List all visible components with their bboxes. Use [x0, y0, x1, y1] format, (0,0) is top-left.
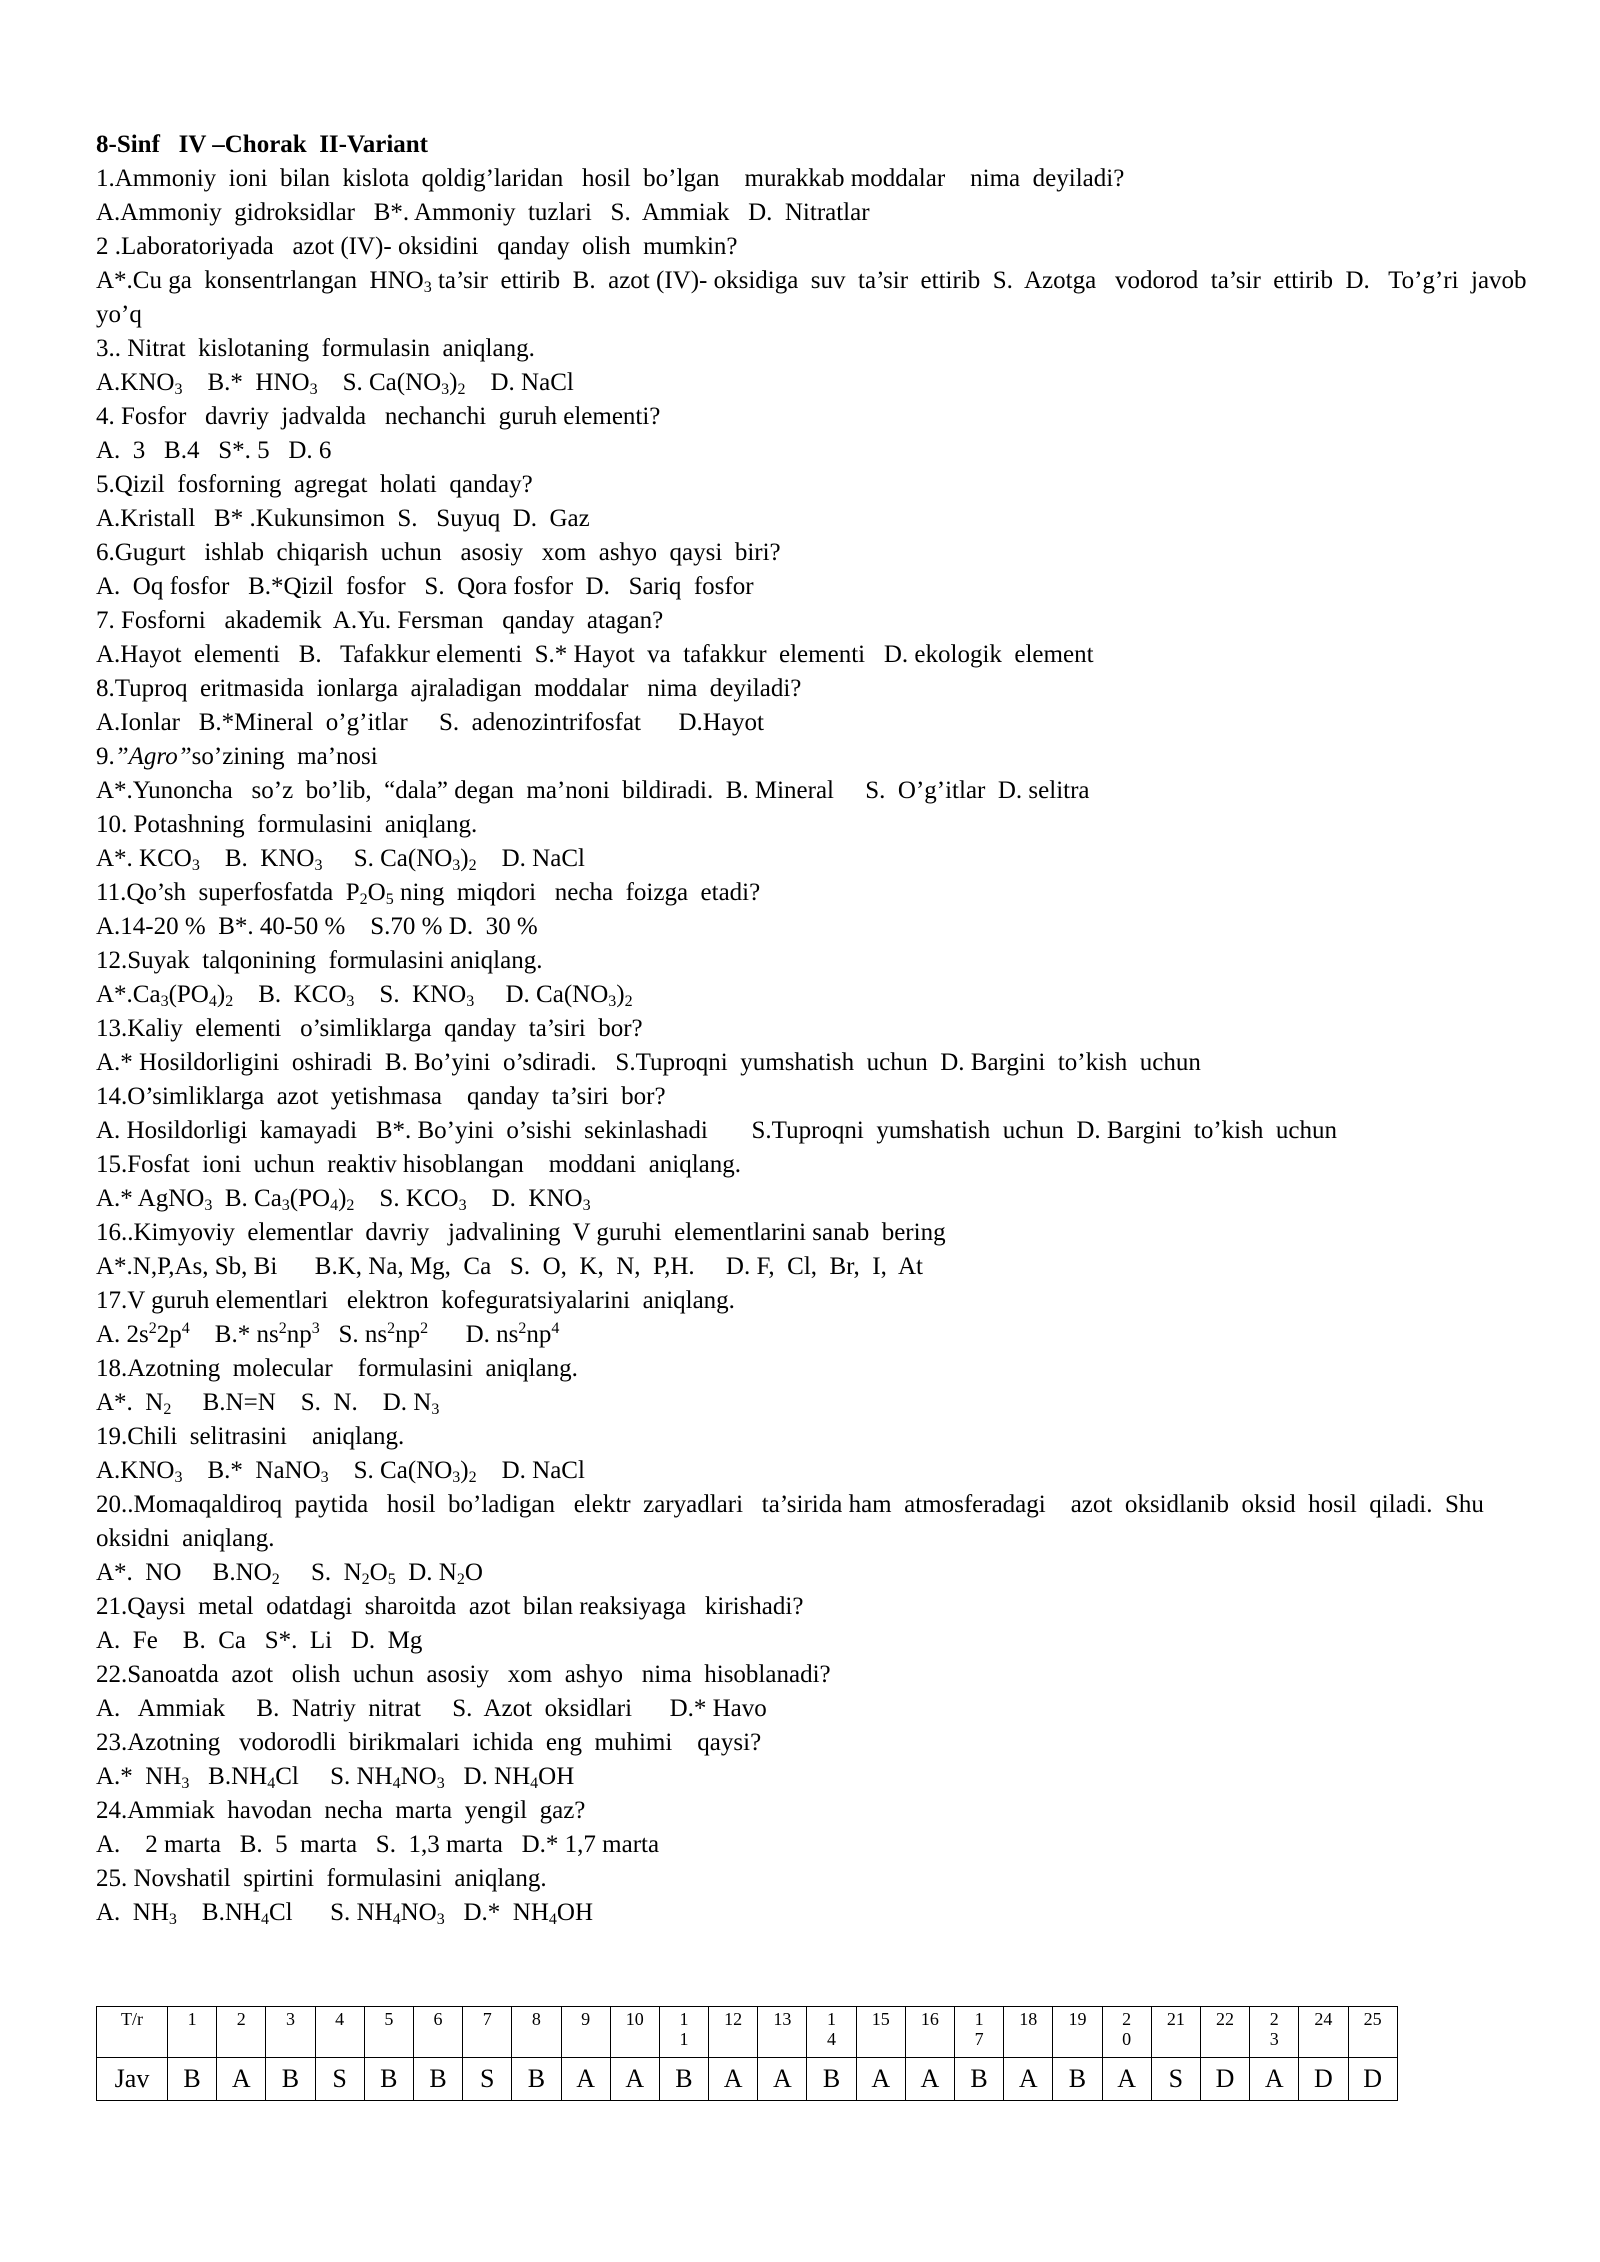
answer-options: A.* Hosildorligini oshiradi B. Bo’yini o’sdiradi. S.Tuproqni yumshatish uchun D. Bargini to’kish uchun [96, 1049, 1201, 1076]
answer-cell: B [659, 2058, 708, 2101]
question-text: 7. Fosforni akademik A.Yu. Fersman qanday atagan? [96, 607, 664, 634]
answer-options: A.* AgNO$_3$ B. $Ca_3(PO_4)_2$ S. $KCO_3$ D. $KNO_3$ [96, 1185, 591, 1214]
question-number-cell: 3 [266, 2007, 315, 2058]
answer-cell: B [266, 2058, 315, 2101]
question-text: 18.Azotning molecular formulasini aniqlang. [96, 1355, 578, 1382]
question-number-cell: 21 [1151, 2007, 1200, 2058]
answer-cell: A [856, 2058, 905, 2101]
answer-cell: B [413, 2058, 462, 2101]
question-number-cell: 13 [758, 2007, 807, 2058]
question-text: 17.V guruh elementlari elektron kofeguratsiyalarini aniqlang. [96, 1287, 735, 1314]
question-number-cell: 22 [1200, 2007, 1249, 2058]
question-text: 20..Momaqaldiroq paytida hosil bo’ladigan elektr zaryadlari ta’sirida ham atmosferadagi azot oksidlanib oksid hosil qiladi. Shu oksidni aniqlang. [96, 1491, 1497, 1552]
answer-cell: A [217, 2058, 266, 2101]
answer-cell: D [1200, 2058, 1249, 2101]
answer-options: A.Hayot elementi B. Tafakkur elementi S.* Hayot va tafakkur elementi D. ekologik element [96, 641, 1094, 668]
answer-cell: A [610, 2058, 659, 2101]
question-text: 8.Tuproq eritmasida ionlarga ajraladigan moddalar nima deyiladi? [96, 675, 802, 702]
answer-cell: B [955, 2058, 1004, 2101]
answer-options: A.Kristall B* .Kukunsimon S. Suyuq D. Gaz [96, 505, 590, 532]
question-text: 24.Ammiak havodan necha marta yengil gaz? [96, 1797, 586, 1824]
question-number-cell: 9 [561, 2007, 610, 2058]
answer-cell: B [512, 2058, 561, 2101]
question-number-cell: 1 7 [955, 2007, 1004, 2058]
answer-options: A*.Cu ga konsentrlangan $HNO_3$ ta’sir ettirib B. azot (IV)- oksidiga suv ta’sir ettirib S. Azotga vodorod ta’sir ettirib D. To’g’ri javob yo’q [96, 267, 1540, 328]
question-number-cell: 2 3 [1250, 2007, 1299, 2058]
question-number-cell: 5 [364, 2007, 413, 2058]
answer-cell: A [709, 2058, 758, 2101]
answer-cell: A [561, 2058, 610, 2101]
answer-options: A*. $N_2$ B.N=N S. N. D. $N_3$ [96, 1389, 440, 1418]
row-label-numbers: T/r [97, 2007, 168, 2058]
answer-key-table [96, 2006, 1398, 2101]
question-text: 16..Kimyoviy elementlar davriy jadvalining V guruhi elementlarini sanab bering [96, 1219, 946, 1246]
answer-cell: D [1299, 2058, 1348, 2101]
answer-cell: B [364, 2058, 413, 2101]
answer-options: $A.KNO_3$ B.* NaNO$_3$ S. $Ca(NO_3)_2$ D. NaCl [96, 1457, 585, 1486]
question-text: 25. Novshatil spirtini formulasini aniqlang. [96, 1865, 547, 1892]
answer-options: A.* $NH_3$ $B.NH_4Cl$ S. $NH_4NO_3$ D. $NH_4OH$ [96, 1763, 575, 1792]
answer-options: A*.N,P,As, Sb, Bi B.K, Na, Mg, Ca S. O, K, N, P,H. D. F, Cl, Br, I, At [96, 1253, 923, 1280]
question-number-cell: 1 4 [807, 2007, 856, 2058]
answer-options: A. 3 B.4 S*. 5 D. 6 [96, 437, 332, 464]
question-number-cell: 19 [1053, 2007, 1102, 2058]
answer-options: A.Ammoniy gidroksidlar B*. Ammoniy tuzlari S. Ammiak D. Nitratlar [96, 199, 870, 226]
question-number-cell: 24 [1299, 2007, 1348, 2058]
answer-options: A.14-20 % B*. 40-50 % S.70 % D. 30 % [96, 913, 538, 940]
question-text: 1.Ammoniy ioni bilan kislota qoldig’laridan hosil bo’lgan murakkab moddalar nima deyiladi? [96, 165, 1125, 192]
answer-cell: A [905, 2058, 954, 2101]
question-number-cell: 2 [217, 2007, 266, 2058]
question-number-cell: 7 [463, 2007, 512, 2058]
question-number-cell: 16 [905, 2007, 954, 2058]
answer-options: A. $2s^22p^4$ B.* $ns^2np^3$ S. $ns^2np^2$ D. $ns^2np^4$ [96, 1320, 560, 1348]
answer-cell: S [315, 2058, 364, 2101]
question-number-cell: 1 1 [659, 2007, 708, 2058]
question-number-cell: 8 [512, 2007, 561, 2058]
question-number-cell: 10 [610, 2007, 659, 2058]
question-list [96, 162, 1540, 1930]
answer-options: $A.KNO_3$ B.* $HNO_3$ S. $Ca(NO_3)_2$ D. NaCl [96, 369, 574, 398]
question-text: 3.. Nitrat kislotaning formulasin aniqlang. [96, 335, 535, 362]
answer-options: A. Fe B. Ca S*. Li D. Mg [96, 1627, 423, 1654]
answer-cell: A [1102, 2058, 1151, 2101]
question-text: 9.”Agro”so’zining ma’nosi [96, 743, 378, 770]
question-number-cell: 2 0 [1102, 2007, 1151, 2058]
test-document [96, 128, 1540, 1930]
question-text: 6.Gugurt ishlab chiqarish uchun asosiy xom ashyo qaysi biri? [96, 539, 781, 566]
question-text: 19.Chili selitrasini aniqlang. [96, 1423, 405, 1450]
answer-options: A.Ionlar B.*Mineral o’g’itlar S. adenozintrifosfat D.Hayot [96, 709, 764, 736]
answer-cell: A [1250, 2058, 1299, 2101]
answer-options: A*. $KCO_3$ B. $KNO_3$ S. $Ca(NO_3)_2$ D. NaCl [96, 845, 585, 874]
answer-cell: B [1053, 2058, 1102, 2101]
question-text: 23.Azotning vodorodli birikmalari ichida eng muhimi qaysi? [96, 1729, 762, 1756]
answer-options: $A*.Ca_3(PO_4)_2$ B. $KCO_3$ S. $KNO_3$ D. $Ca(NO_3)_2$ [96, 981, 633, 1010]
answer-table-number-row [97, 2007, 1398, 2058]
answer-options: A. 2 marta B. 5 marta S. 1,3 marta D.* 1,7 marta [96, 1831, 660, 1858]
question-text: 21.Qaysi metal odatdagi sharoitda azot bilan reaksiyaga kirishadi? [96, 1593, 804, 1620]
answer-cell: B [168, 2058, 217, 2101]
question-number-cell: 4 [315, 2007, 364, 2058]
answer-options: A. Hosildorligi kamayadi B*. Bo’yini o’sishi sekinlashadi S.Tuproqni yumshatish uchun D. Bargini to’kish uchun [96, 1117, 1337, 1144]
answer-cell: A [1004, 2058, 1053, 2101]
question-number-cell: 6 [413, 2007, 462, 2058]
question-text: 4. Fosfor davriy jadvalda nechanchi guruh elementi? [96, 403, 661, 430]
answer-table-answer-row [97, 2058, 1398, 2101]
question-text: 13.Kaliy elementi o’simliklarga qanday ta’siri bor? [96, 1015, 643, 1042]
question-text: 11.Qo’sh superfosfatda $P_2O_5$ ning miqdori necha foizga etadi? [96, 879, 761, 908]
question-text: 12.Suyak talqonining formulasini aniqlang. [96, 947, 543, 974]
question-text: 5.Qizil fosforning agregat holati qanday? [96, 471, 533, 498]
question-number-cell: 12 [709, 2007, 758, 2058]
answer-options: A*. NO $B.NO_2$ S. $N_2O_5$ D. $N_2O$ [96, 1559, 483, 1588]
answer-cell: S [463, 2058, 512, 2101]
question-text: 15.Fosfat ioni uchun reaktiv hisoblangan moddani aniqlang. [96, 1151, 742, 1178]
question-number-cell: 25 [1348, 2007, 1397, 2058]
question-number-cell: 15 [856, 2007, 905, 2058]
question-text: 14.O’simliklarga azot yetishmasa qanday ta’siri bor? [96, 1083, 666, 1110]
answer-options: A*.Yunoncha so’z bo’lib, “dala” degan ma’noni bildiradi. B. Mineral S. O’g’itlar D. selitra [96, 777, 1090, 804]
answer-cell: A [758, 2058, 807, 2101]
answer-cell: S [1151, 2058, 1200, 2101]
question-number-cell: 18 [1004, 2007, 1053, 2058]
answer-options: A. Ammiak B. Natriy nitrat S. Azot oksidlari D.* Havo [96, 1695, 767, 1722]
question-text: 10. Potashning formulasini aniqlang. [96, 811, 478, 838]
answer-options: A. $NH_3$ $B.NH_4Cl$ S. $NH_4NO_3$ D.* $NH_4OH$ [96, 1899, 593, 1928]
answer-cell: B [807, 2058, 856, 2101]
row-label-answers: Jav [97, 2058, 168, 2101]
document-title: 8-Sinf IV –Chorak II-Variant [96, 131, 429, 158]
answer-cell: D [1348, 2058, 1397, 2101]
answer-options: A. Oq fosfor B.*Qizil fosfor S. Qora fosfor D. Sariq fosfor [96, 573, 754, 600]
question-text: 22.Sanoatda azot olish uchun asosiy xom ashyo nima hisoblanadi? [96, 1661, 831, 1688]
question-number-cell: 1 [168, 2007, 217, 2058]
question-text: 2 .Laboratoriyada azot (IV)- oksidini qanday olish mumkin? [96, 233, 738, 260]
